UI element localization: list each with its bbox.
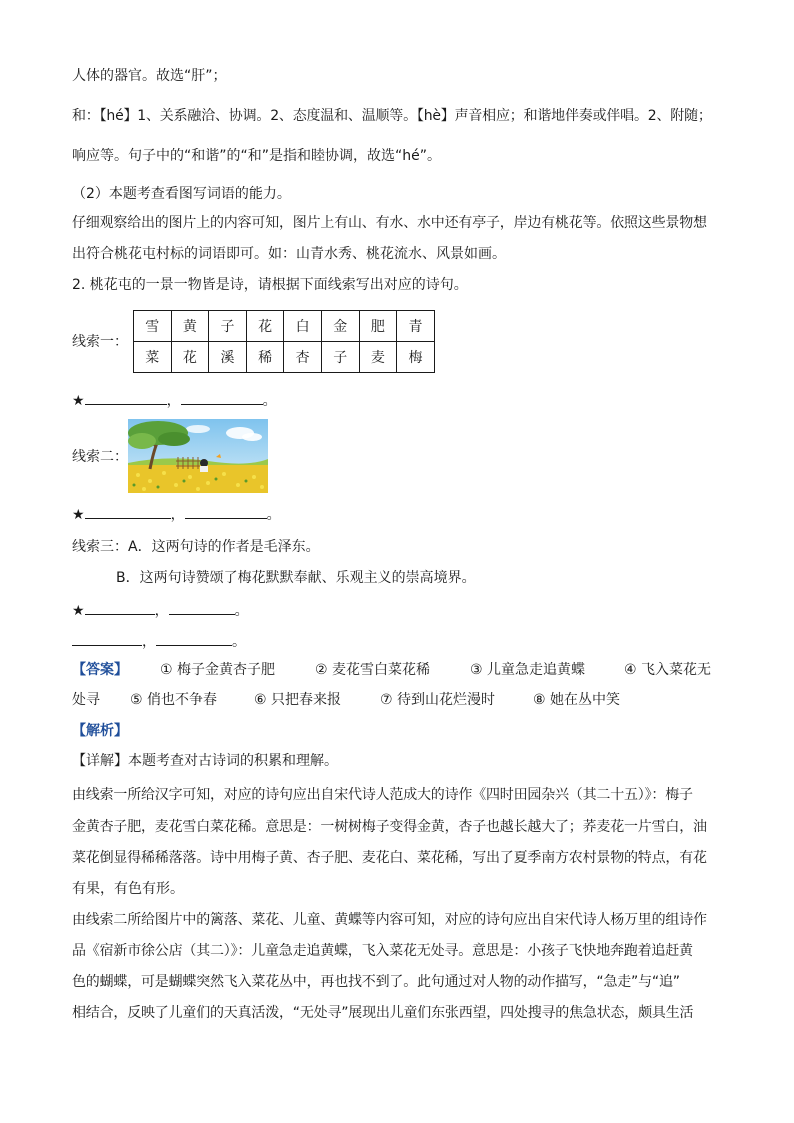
text-line: 人体的器官。故选“肝”； xyxy=(72,68,227,84)
answer-text: 她在丛中笑 xyxy=(550,692,621,708)
paragraph-line: 菜花倒显得稀稀落落。诗中用梅子黄、杏子肥、麦花白、菜花稀，写出了夏季南方农村景物的特点，有花 xyxy=(72,850,707,866)
answer-item xyxy=(254,690,341,710)
table-cell: 稀 xyxy=(246,342,284,373)
star-icon: ★ xyxy=(72,393,85,409)
answer-item xyxy=(315,660,430,680)
answer-item xyxy=(624,660,711,680)
answer-wrap: 处寻 xyxy=(72,692,100,708)
table-cell: 黄 xyxy=(171,311,209,342)
paragraph-line: 色的蝴蝶，可是蝴蝶突然飞入菜花丛中，再也找不到了。此句通过对人物的动作描写，“急走”与“追” xyxy=(72,974,680,990)
answer-item xyxy=(470,660,585,680)
period: 。 xyxy=(266,507,281,523)
text-line: （2）本题考查看图写词语的能力。 xyxy=(72,186,291,202)
answer-blank-row xyxy=(72,600,249,621)
blank-field[interactable] xyxy=(156,631,232,646)
answer-text: 梅子金黄杏子肥 xyxy=(177,662,276,678)
answer-number: ⑧ xyxy=(533,692,546,708)
blank-field[interactable] xyxy=(85,390,167,405)
table-cell: 肥 xyxy=(359,311,397,342)
paragraph-line: 品《宿新市徐公店（其二）》：儿童急走追黄蝶，飞入菜花无处寻。意思是：小孩子飞快地奔跑着追赶黄 xyxy=(72,943,693,959)
answer-item xyxy=(380,690,495,710)
answer-number: ② xyxy=(315,662,328,678)
answer-text: 俏也不争春 xyxy=(147,692,218,708)
blank-field[interactable] xyxy=(85,504,171,519)
answer-number: ⑤ xyxy=(130,692,143,708)
answer-text: 飞入菜花无 xyxy=(641,662,712,678)
paragraph-line: 金黄杏子肥，麦花雪白菜花稀。意思是：一树树梅子变得金黄，杏子也越长越大了；荞麦花一片雪白，油 xyxy=(72,819,707,835)
answer-blank-row xyxy=(72,504,281,525)
comma: ， xyxy=(170,507,185,523)
table-cell: 花 xyxy=(171,342,209,373)
text-line: 和：【hé】1、关系融洽、协调。2、态度温和、温顺等。【hè】声音相应；和谐地伴奏或伴唱。2、附随； xyxy=(72,108,712,124)
clue3-b: B．这两句诗赞颂了梅花默默奉献、乐观主义的崇高境界。 xyxy=(116,570,476,586)
answer-text: 麦花雪白菜花稀 xyxy=(332,662,431,678)
clue3-a: 线索三：A．这两句诗的作者是毛泽东。 xyxy=(72,539,320,555)
table-cell: 梅 xyxy=(397,342,435,373)
table-cell: 菜 xyxy=(134,342,172,373)
star-icon: ★ xyxy=(72,603,85,619)
clue1-label: 线索一： xyxy=(72,334,128,350)
table-cell: 麦 xyxy=(359,342,397,373)
answer-number: ① xyxy=(160,662,173,678)
table-row xyxy=(134,342,435,373)
clue2-label: 线索二： xyxy=(72,449,128,465)
clue1-table xyxy=(133,310,435,373)
answer-item xyxy=(160,660,275,680)
answer-text: 儿童急走追黄蝶 xyxy=(487,662,586,678)
answer-blank-row xyxy=(72,390,277,411)
table-cell: 溪 xyxy=(209,342,247,373)
detail-heading: 【详解】本题考查对古诗词的积累和理解。 xyxy=(72,753,338,769)
question-title: 2. 桃花屯的一景一物皆是诗，请根据下面线索写出对应的诗句。 xyxy=(72,277,468,293)
period: 。 xyxy=(262,393,277,409)
period: 。 xyxy=(232,634,246,650)
paragraph-line: 由线索一所给汉字可知，对应的诗句应出自宋代诗人范成大的诗作《四时田园杂兴（其二十五）》：梅子 xyxy=(72,787,693,803)
answer-tag: 【答案】 xyxy=(72,662,128,678)
answer-item xyxy=(130,690,217,710)
analysis-tag: 【解析】 xyxy=(72,723,128,739)
text-line: 响应等。句子中的“和谐”的“和”是指和睦协调，故选“hé”。 xyxy=(72,148,442,164)
comma: ， xyxy=(166,393,181,409)
table-cell: 金 xyxy=(321,311,359,342)
paragraph-line: 由线索二所给图片中的篱落、菜花、儿童、黄蝶等内容可知，对应的诗句应出自宋代诗人杨万里的组诗作 xyxy=(72,912,707,928)
paragraph-line: 有果，有色有形。 xyxy=(72,881,184,897)
table-row xyxy=(134,311,435,342)
table-cell: 花 xyxy=(246,311,284,342)
answer-text: 待到山花烂漫时 xyxy=(397,692,496,708)
table-cell: 白 xyxy=(284,311,322,342)
text-line: 出符合桃花屯村标的词语即可。如：山青水秀、桃花流水、风景如画。 xyxy=(72,246,506,262)
blank-field[interactable] xyxy=(185,504,267,519)
table-cell: 子 xyxy=(321,342,359,373)
blank-field[interactable] xyxy=(72,631,142,646)
table-cell: 杏 xyxy=(284,342,322,373)
answer-item xyxy=(533,690,620,710)
answer-text: 只把春来报 xyxy=(271,692,342,708)
table-cell: 子 xyxy=(209,311,247,342)
blank-field[interactable] xyxy=(169,600,235,615)
answer-number: ③ xyxy=(470,662,483,678)
blank-field[interactable] xyxy=(181,390,263,405)
table-cell: 青 xyxy=(397,311,435,342)
comma: ， xyxy=(154,603,169,619)
answer-number: ⑥ xyxy=(254,692,267,708)
answer-number: ④ xyxy=(624,662,637,678)
comma: ， xyxy=(142,634,156,650)
meadow-picture xyxy=(128,419,268,493)
period: 。 xyxy=(234,603,249,619)
paragraph-line: 相结合，反映了儿童们的天真活泼，“无处寻”展现出儿童们东张西望，四处搜寻的焦急状态，颇具生活 xyxy=(72,1005,694,1021)
text-line: 仔细观察给出的图片上的内容可知，图片上有山、有水、水中还有亭子，岸边有桃花等。依照这些景物想 xyxy=(72,215,707,231)
table-cell: 雪 xyxy=(134,311,172,342)
blank-field[interactable] xyxy=(85,600,155,615)
star-icon: ★ xyxy=(72,507,85,523)
answer-blank-row xyxy=(72,631,246,652)
answer-number: ⑦ xyxy=(380,692,393,708)
